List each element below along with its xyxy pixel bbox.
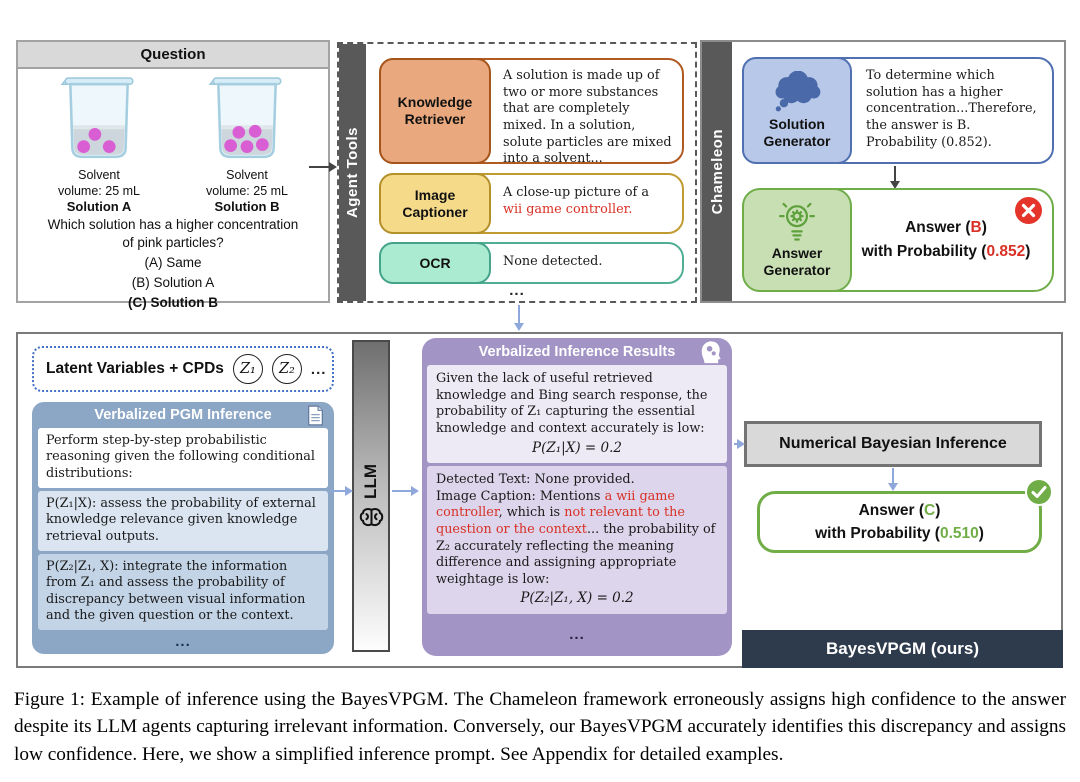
- verbalized-inference-results-box: [422, 338, 732, 656]
- numerical-bayesian-inference-box: Numerical Bayesian Inference: [744, 421, 1042, 467]
- arrow-llm-to-results-head: [411, 486, 419, 496]
- tools-ellipsis: ...: [509, 282, 525, 299]
- result-red-text-2: not relevant to the question or the context: [436, 505, 685, 537]
- figure-caption: Figure 1: Example of inference using the BayesVPGM. The Chameleon framework erroneously assigns high confidence to the answer despite its LLM agents capturing irrelevant information. Conversely, our BayesVPGM accurately identifies this discrepancy and assigns low confidence. Here, we show a simplified inference prompt. See Appendix for detailed examples.: [14, 689, 1066, 765]
- ocr-row: [379, 242, 684, 284]
- detected-text-line: Detected Text: None provided.: [436, 472, 635, 488]
- document-icon: [307, 405, 324, 426]
- llm-block: [352, 340, 390, 652]
- arrow-results-to-nbi-head: [737, 439, 745, 449]
- answer-letter-b: B: [970, 218, 982, 236]
- z2-equation: P(Z₂|Z₁, X) = 0.2: [520, 590, 634, 607]
- result-red-text-1: a wii game controller: [436, 488, 675, 521]
- pgm-ellipsis: ...: [175, 633, 191, 650]
- agent-tools-label: Agent Tools: [344, 126, 361, 219]
- image-captioner-row: [379, 173, 684, 234]
- bayesvpgm-panel: [16, 332, 1063, 668]
- knowledge-retriever-row: [379, 58, 684, 167]
- llm-label: LLM: [361, 464, 380, 499]
- latent-variables-box: [32, 346, 334, 392]
- beaker-a-name: Solution A: [66, 199, 132, 215]
- results-title: Verbalized Inference Results: [478, 343, 676, 360]
- latent-variables-label: Latent Variables + CPDs: [46, 360, 224, 377]
- z1-equation: P(Z₁|X) = 0.2: [532, 439, 622, 456]
- beaker-a: [40, 75, 158, 214]
- z2-node: Z₂: [272, 354, 302, 384]
- image-captioner-label: Image Captioner: [379, 173, 491, 234]
- pgm-cpd1: P(Z₁|X): assess the probability of external knowledge relevance given knowledge retrieval outputs.: [38, 491, 328, 551]
- knowledge-retriever-output: A solution is made up of two or more substances that are completely mixed. In a solution, solute particles are mixed into a solvent...: [503, 68, 672, 167]
- pgm-cpd2: P(Z₂|Z₁, X): integrate the information from Z₁ and assess the probability of discrepancy between visual information and the given question or the context.: [38, 554, 328, 631]
- brain-icon: [358, 507, 385, 528]
- option-b: (B) Solution A: [131, 274, 215, 290]
- option-a: (A) Same: [144, 254, 202, 270]
- solution-generator-label: Solution Generator: [742, 57, 852, 164]
- head-gears-icon: [699, 340, 722, 364]
- results-header: [427, 338, 727, 365]
- answer-generator-label: Answer Generator: [742, 188, 852, 292]
- solution-generator-output: To determine which solution has a higher concentration...Therefore, the answer is B. Probability (0.852).: [866, 68, 1037, 150]
- beaker-b: [188, 75, 306, 214]
- image-captioner-output: A close-up picture of a wii game controller.: [503, 185, 649, 217]
- arrow-nbi-to-answer-head: [888, 483, 898, 491]
- ocr-label: OCR: [379, 242, 491, 284]
- z1-node: Z₁: [233, 354, 263, 384]
- agent-tools-sidebar: [339, 44, 366, 301]
- image-caption-analysis: Image Caption: Mentions a wii game controller, which is not relevant to the question or the context... the probability of Z₂ accurately reflecting the meaning difference and assigning appropriate weightage is low:: [436, 488, 716, 587]
- beaker-b-solvent-label: Solvent volume: 25 mL: [206, 168, 288, 198]
- solution-generator-row: [742, 57, 1054, 164]
- arrow-pgm-to-llm-head: [345, 486, 353, 496]
- chameleon-panel: [700, 40, 1066, 303]
- question-box-title: Question: [18, 42, 328, 69]
- bayesvpgm-ours-bar: BayesVPGM (ours): [742, 630, 1063, 668]
- verbalized-pgm-inference-box: [32, 402, 334, 654]
- question-text: Which solution has a higher concentration of pink particles?: [47, 217, 299, 251]
- results-ellipsis: ...: [569, 625, 585, 643]
- option-c: (C) Solution B: [128, 295, 218, 311]
- beakers-row: [18, 75, 328, 214]
- pgm-title: Verbalized PGM Inference: [94, 406, 272, 423]
- result-z2: [427, 466, 727, 614]
- bayes-answer-box: Answer (C) with Probability (0.510): [757, 491, 1042, 553]
- knowledge-retriever-label: Knowledge Retriever: [379, 58, 491, 164]
- arrow-question-to-tools-head: [329, 162, 337, 172]
- ocr-output: None detected.: [503, 254, 603, 269]
- answer-letter-c: C: [924, 501, 936, 519]
- arrow-question-to-tools: [309, 166, 331, 168]
- question-box: [16, 40, 330, 311]
- answer-generator-row: [742, 188, 1054, 292]
- latent-ellipsis: ...: [310, 360, 327, 378]
- pgm-header: [38, 402, 328, 428]
- beaker-b-name: Solution B: [214, 199, 280, 215]
- result-z1: Given the lack of useful retrieved knowledge and Bing search response, the probability of Z₁ capturing the essential knowledge and context accurately is low: P(Z₁|X) = 0.2: [427, 365, 727, 463]
- beaker-a-illustration: [57, 75, 141, 163]
- arrow-tools-to-bayes-head: [514, 323, 524, 331]
- error-x-icon: [1015, 197, 1042, 224]
- beaker-a-solvent-label: Solvent volume: 25 mL: [58, 168, 140, 198]
- thought-cloud-icon: [769, 71, 825, 113]
- image-caption-red-text: wii game controller.: [503, 201, 633, 217]
- answer-prob-b: 0.852: [986, 243, 1026, 260]
- pgm-intro: Perform step-by-step probabilistic reasoning given the following conditional distributions:: [38, 428, 328, 488]
- bulb-gear-icon: [776, 201, 818, 243]
- arrow-tools-to-bayes: [518, 305, 520, 325]
- agent-tools-panel: [337, 42, 697, 303]
- answer-prob-c: 0.510: [939, 525, 979, 542]
- chameleon-answer-text: Answer (B) with Probability (0.852): [861, 218, 1031, 260]
- chameleon-sidebar: [702, 42, 732, 301]
- beaker-b-illustration: [205, 75, 289, 163]
- chameleon-label: Chameleon: [708, 128, 726, 215]
- success-check-icon: [1025, 478, 1053, 506]
